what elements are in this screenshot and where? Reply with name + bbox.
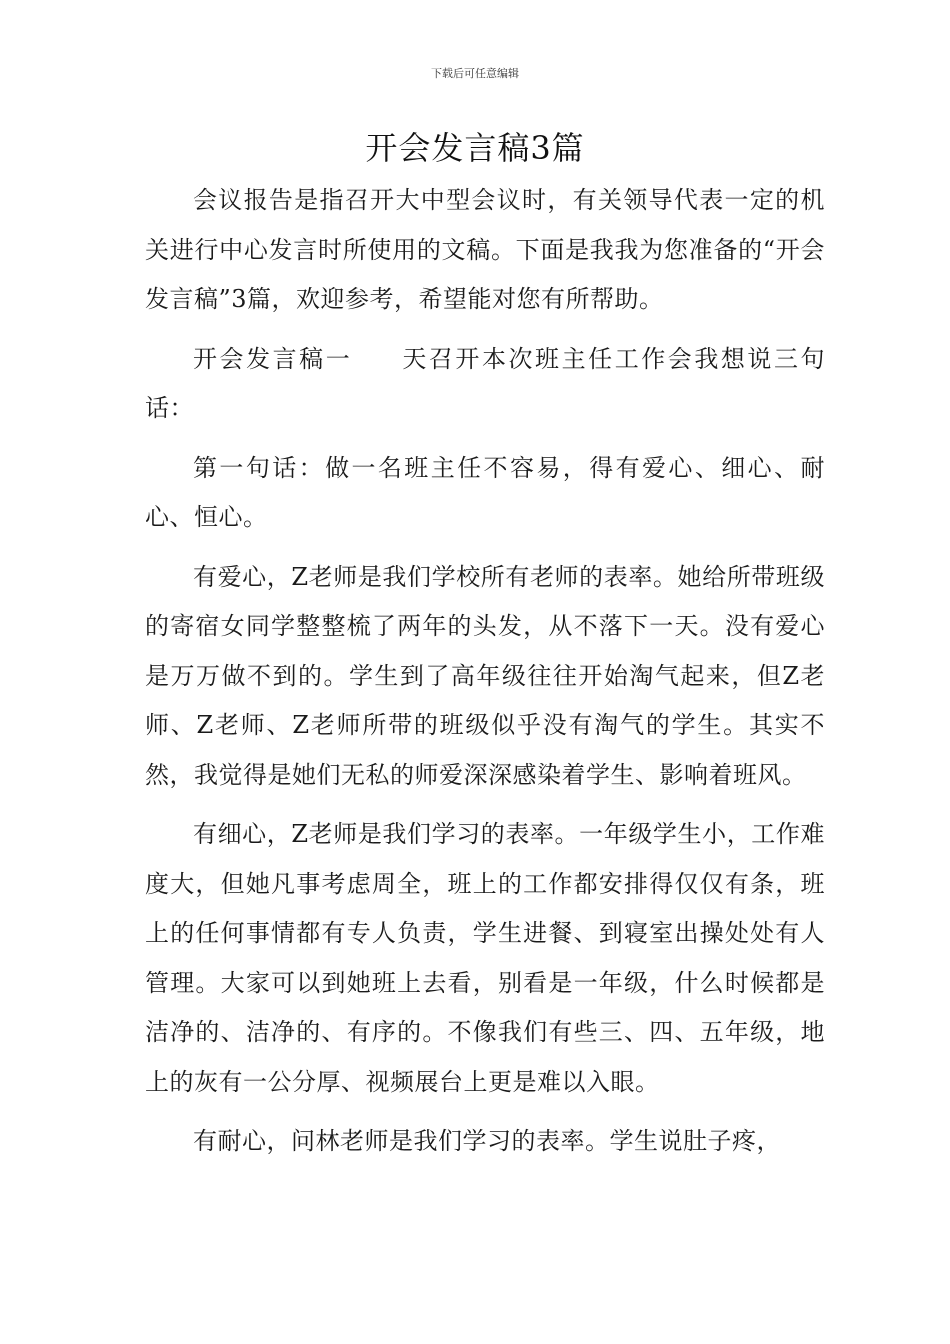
first-sentence-paragraph: 第一句话：做一名班主任不容易，得有爱心、细心、耐心、恒心。 [145, 453, 825, 531]
speech-one-opening: 天召开本次班主任工作会我想说三句话： [145, 344, 826, 422]
speech-one-heading: 开会发言稿一 [193, 344, 353, 373]
love-paragraph: 有爱心，Z老师是我们学校所有老师的表率。她给所带班级的寄宿女同学整整梳了两年的头发，从不落下一天。没有爱心是万万做不到的。学生到了高年级往往开始淘气起来，但Z老师、Z老师、Z老师所带的班级似乎没有淘气的学生。其实不然，我觉得是她们无私的师爱深深感染着学生、影响着班风。 [145, 562, 825, 789]
header-note: 下载后可任意编辑 [431, 67, 519, 80]
intro-paragraph: 会议报告是指召开大中型会议时，有关领导代表一定的机关进行中心发言时所使用的文稿。下面是我我为您准备的“开会发言稿”3篇，欢迎参考，希望能对您有所帮助。 [145, 186, 825, 313]
document-title: 开会发言稿3篇 [365, 129, 585, 167]
care-paragraph: 有细心，Z老师是我们学习的表率。一年级学生小，工作难度大，但她凡事考虑周全，班上的工作都安排得仅仅有条，班上的任何事情都有专人负责，学生进餐、到寝室出操处处有人管理。大家可以到她班上去看，别看是一年级，什么时候都是洁净的、洁净的、有序的。不像我们有些三、四、五年级，地上的灰有一公分厚、视频展台上更是难以入眼。 [145, 820, 825, 1096]
speech-one-paragraph [145, 335, 825, 434]
document-body [145, 176, 825, 1177]
patience-paragraph: 有耐心，问林老师是我们学习的表率。学生说肚子疼， [193, 1127, 781, 1155]
